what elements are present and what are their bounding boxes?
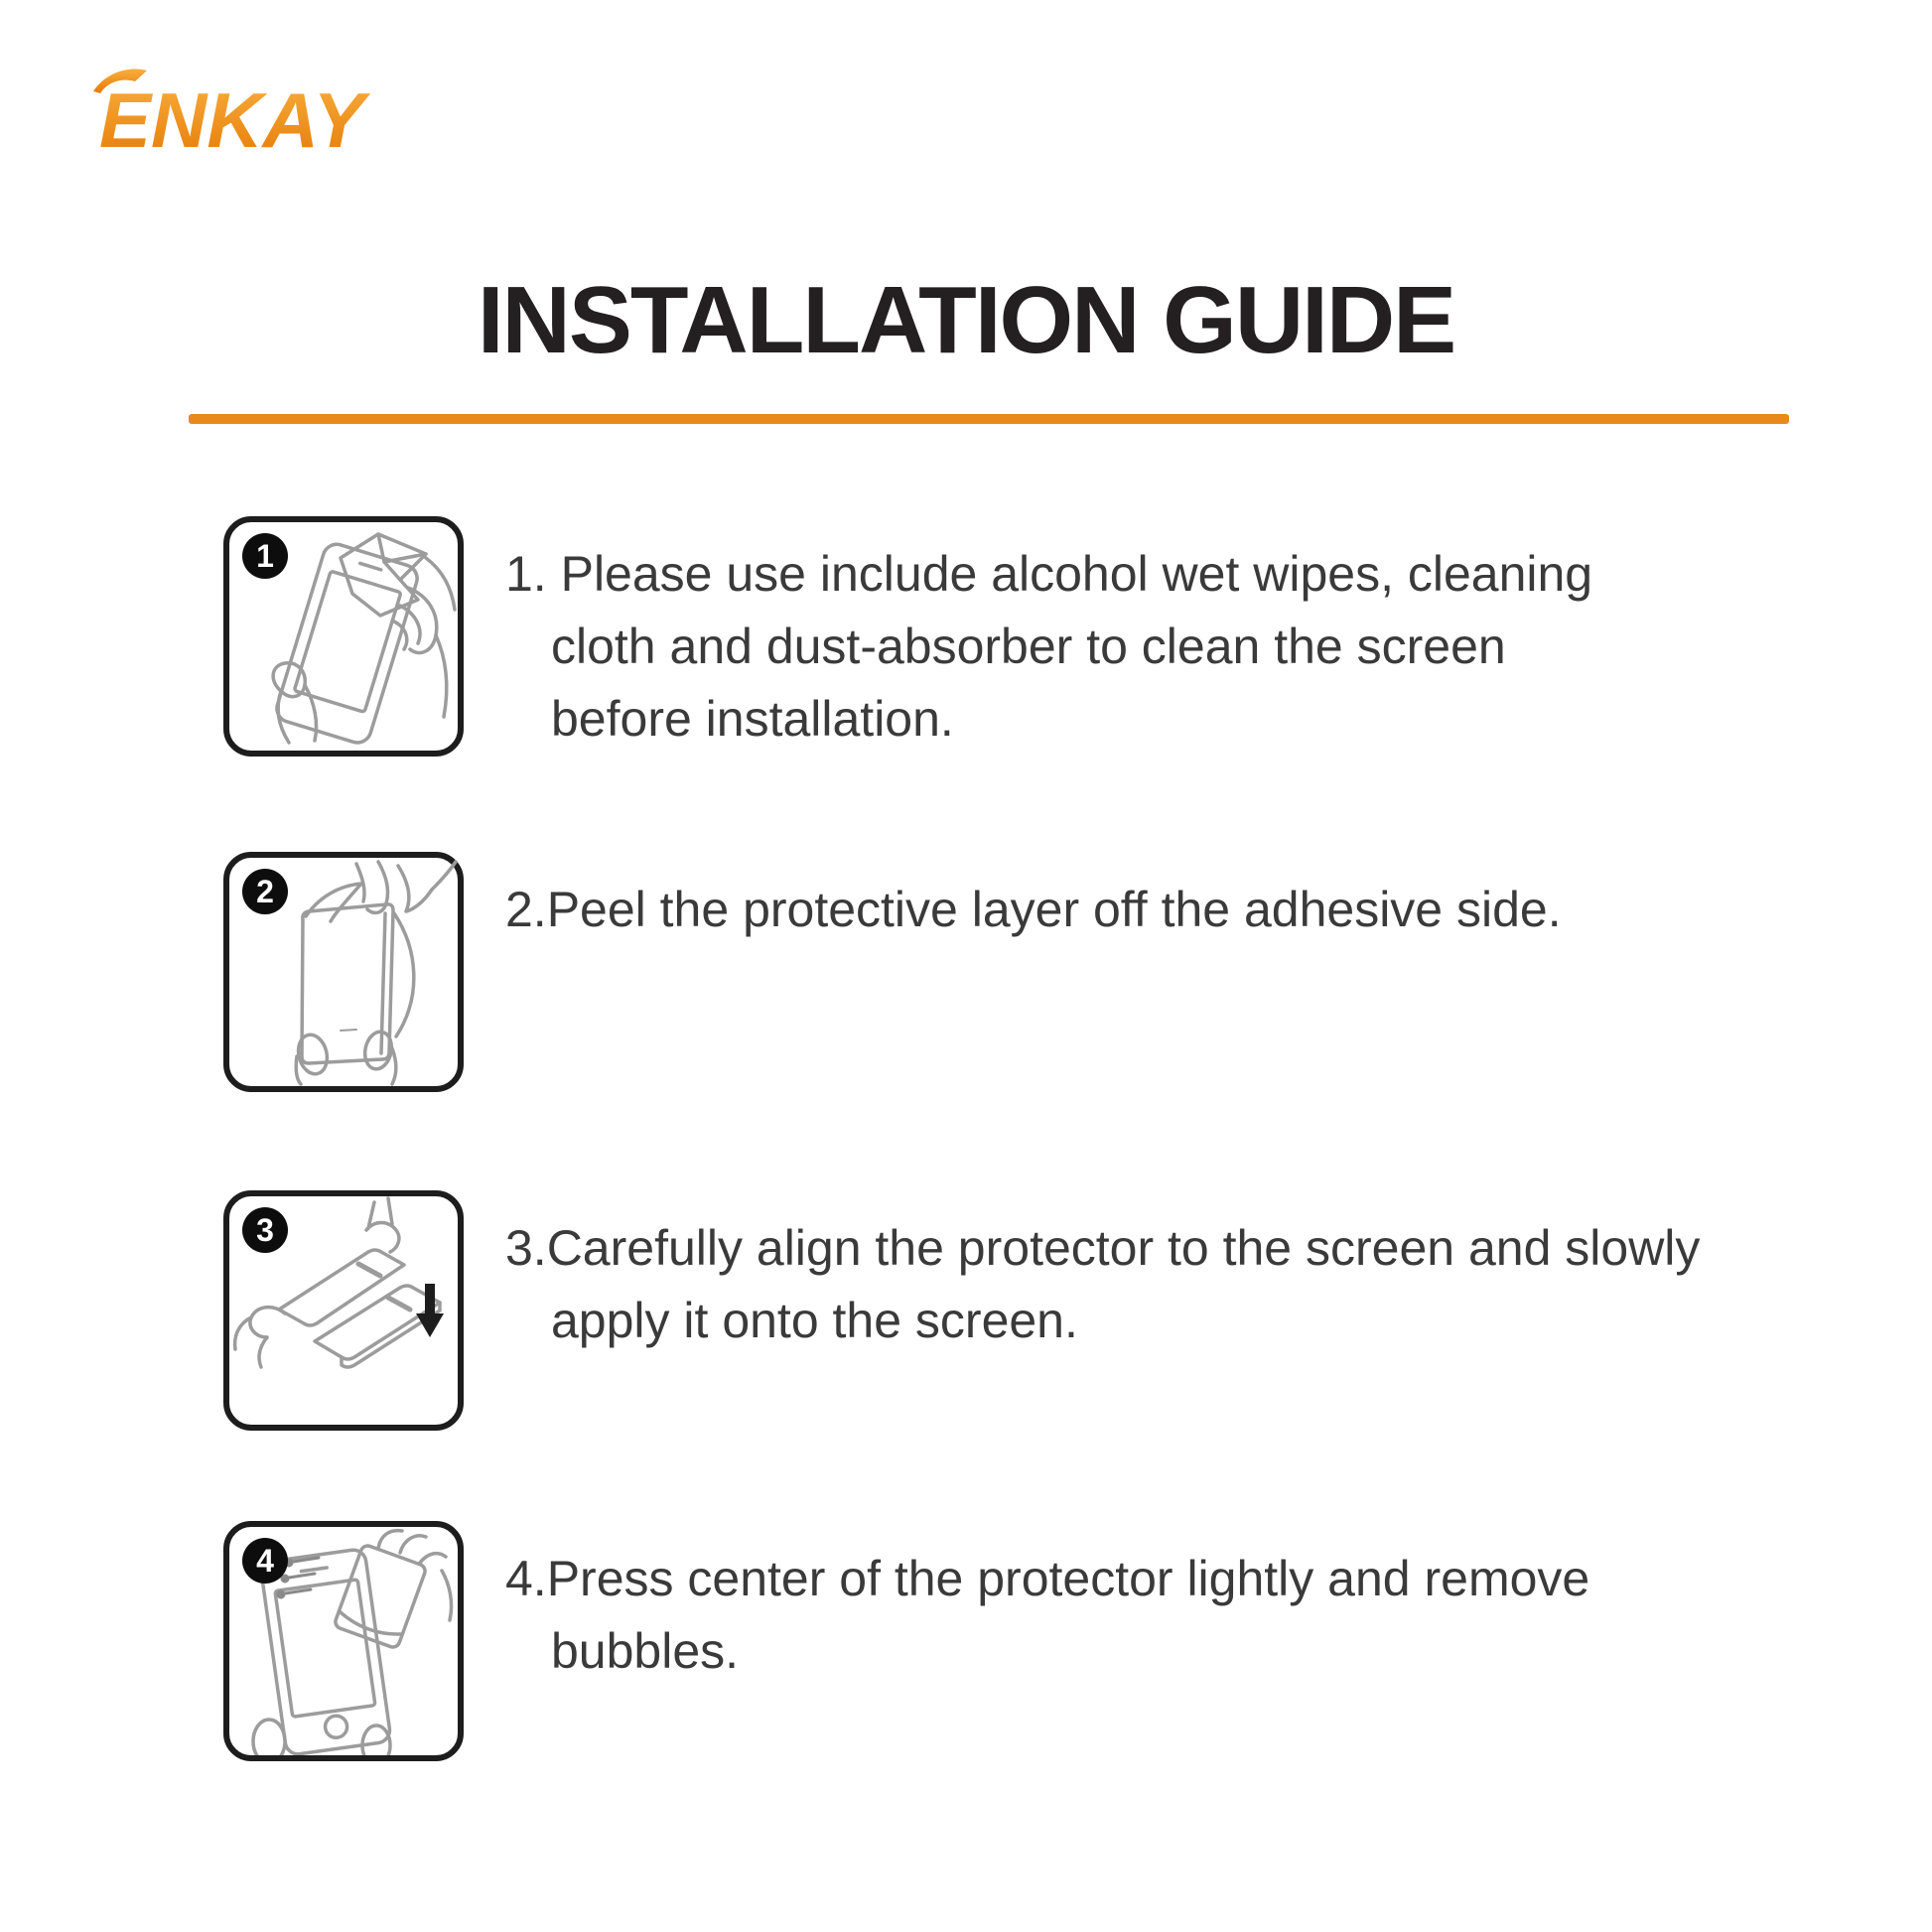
step-3-text <box>505 1190 1700 1357</box>
title-divider-rule <box>189 414 1789 424</box>
step-4-number-badge: 4 <box>242 1538 288 1584</box>
enkay-logo <box>87 66 425 165</box>
step-1 <box>223 516 1592 757</box>
step-1-line-2: cloth and dust-absorber to clean the screen <box>551 619 1506 674</box>
step-4 <box>223 1521 1589 1761</box>
step-4-illustration-box <box>223 1521 464 1761</box>
brand-logo-text: ENKAY <box>99 76 365 164</box>
step-3-line-1: 3.Carefully align the protector to the screen and slowly <box>505 1220 1701 1276</box>
step-4-text <box>505 1521 1589 1688</box>
step-1-text <box>505 516 1592 756</box>
step-1-illustration-box <box>223 516 464 757</box>
step-2 <box>223 852 1562 1092</box>
step-1-number-badge: 1 <box>242 533 288 579</box>
step-2-number-badge: 2 <box>242 869 288 914</box>
step-3 <box>223 1190 1700 1431</box>
step-3-illustration-box <box>223 1190 464 1431</box>
step-2-line-1: 2.Peel the protective layer off the adhesive side. <box>505 882 1562 937</box>
step-4-line-1: 4.Press center of the protector lightly and remove <box>505 1551 1590 1606</box>
step-1-line-3: before installation. <box>551 691 954 747</box>
page-title: INSTALLATION GUIDE <box>477 267 1455 373</box>
step-2-text <box>505 852 1562 946</box>
step-4-line-2: bubbles. <box>551 1623 740 1679</box>
step-3-number-badge: 3 <box>242 1207 288 1253</box>
step-3-line-2: apply it onto the screen. <box>551 1293 1078 1348</box>
step-1-line-1: 1. Please use include alcohol wet wipes, cleaning <box>505 546 1593 602</box>
step-2-illustration-box <box>223 852 464 1092</box>
